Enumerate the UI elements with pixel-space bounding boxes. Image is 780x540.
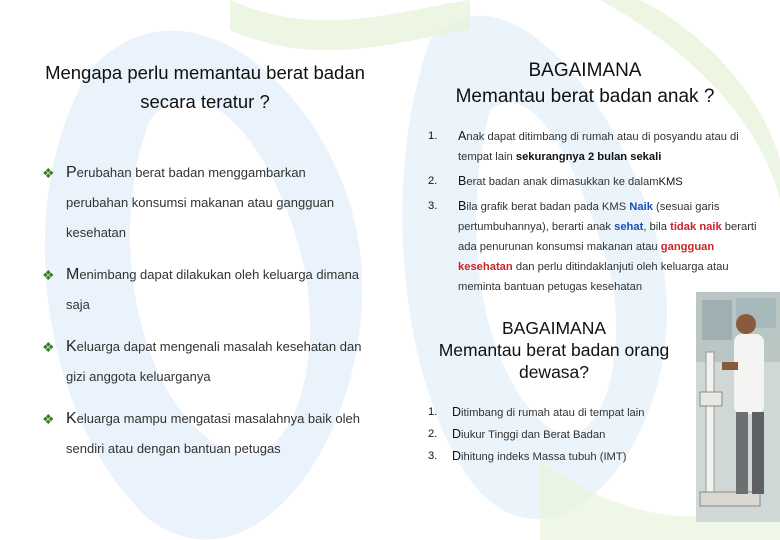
child-step: 1. Anak dapat ditimbang di rumah atau di posyandu atau di tempat lain sekurangnya 2 bulan sekali [428,129,739,163]
adult-heading [420,317,688,383]
child-heading-line1: BAGAIMANA [528,60,642,81]
weighing-photo [696,292,780,522]
child-step: 2. Berat badan anak dimasukkan ke dalamKMS [428,174,683,188]
reasons-list [40,158,370,476]
adult-step: 1. Ditimbang di rumah atau di tempat lain [428,405,645,419]
reason-item: ❖ Menimbang dapat dilakukan oleh keluarga dimana saja [40,260,370,320]
adult-steps-list [428,402,688,468]
diamond-bullet-icon: ❖ [42,267,55,283]
reason-item: ❖ Keluarga dapat mengenali masalah kesehatan dan gizi anggota keluarganya [40,332,370,392]
child-heading [420,58,750,110]
adult-step: 2. Diukur Tinggi dan Berat Badan [428,427,606,441]
adult-heading-line1: BAGAIMANA [501,318,607,338]
diamond-bullet-icon: ❖ [42,165,55,181]
left-heading: Mengapa perlu memantau berat badan secara teratur ? [45,62,365,112]
adult-heading-line2: Memantau berat badan orang dewasa? [438,340,670,382]
child-steps-list [428,126,768,301]
diamond-bullet-icon: ❖ [42,411,55,427]
child-step: 3. Bila grafik berat badan pada KMS Naik (sesuai garis pertumbuhannya), berarti anak sehat, bila tidak naik berarti ada penurunan konsumsi makanan atau gangguan kesehatan dan perlu ditindaklanjuti oleh keluarga atau meminta bantuan petugas kesehatan [428,199,757,293]
child-heading-line2: Memantau berat badan anak ? [455,86,715,107]
adult-step: 3. Dihitung indeks Massa tubuh (IMT) [428,449,627,463]
reason-item: ❖ Keluarga mampu mengatasi masalahnya baik oleh sendiri atau dengan bantuan petugas [40,404,370,464]
diamond-bullet-icon: ❖ [42,339,55,355]
reason-item: ❖ Perubahan berat badan menggambarkan perubahan konsumsi makanan atau gangguan kesehatan [40,158,370,248]
